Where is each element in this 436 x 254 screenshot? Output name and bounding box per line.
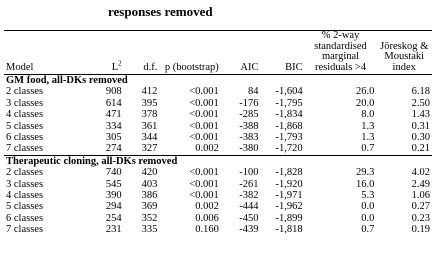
cell-model: 7 classes bbox=[6, 143, 44, 155]
cell-residuals: 8.0 bbox=[361, 109, 375, 121]
cell-p: <0.001 bbox=[189, 97, 219, 109]
cell-aic: 84 bbox=[247, 86, 259, 98]
cell-residuals: 0.0 bbox=[361, 212, 375, 224]
cell-p: <0.001 bbox=[189, 178, 219, 190]
cell-aic: -261 bbox=[239, 178, 259, 190]
cell-bic: -1,899 bbox=[275, 212, 303, 224]
section-title: GM food, all-DKs removed bbox=[6, 75, 128, 86]
cell-residuals: 1.3 bbox=[361, 120, 375, 132]
header-bic: BIC bbox=[285, 61, 303, 73]
model-fit-table bbox=[4, 30, 432, 236]
cell-bic: -1,828 bbox=[275, 167, 303, 179]
header-l2-label: L bbox=[111, 61, 119, 73]
cell-aic: -388 bbox=[239, 120, 259, 132]
cell-aic: -450 bbox=[239, 212, 259, 224]
cell-model: 6 classes bbox=[6, 212, 44, 224]
section-heading-therapeutic-cloning bbox=[4, 156, 432, 167]
cell-p: <0.001 bbox=[189, 120, 219, 132]
cell-jm-index: 2.49 bbox=[411, 178, 430, 190]
cell-bic: -1,793 bbox=[275, 132, 303, 144]
table-body bbox=[4, 75, 432, 236]
cell-df: 386 bbox=[141, 190, 158, 202]
table-row bbox=[4, 98, 432, 109]
header-jm-line: Moustaki bbox=[384, 51, 425, 62]
section-heading-gm-food bbox=[4, 75, 432, 87]
header-residuals bbox=[305, 31, 377, 74]
cell-bic: -1,971 bbox=[275, 190, 303, 202]
cell-df: 369 bbox=[141, 201, 158, 213]
header-residuals-line: residuals >4 bbox=[314, 61, 367, 73]
table-row bbox=[4, 167, 432, 178]
cell-bic: -1,962 bbox=[275, 201, 303, 213]
cell-l2: 254 bbox=[105, 212, 122, 224]
cell-bic: -1,868 bbox=[275, 120, 303, 132]
cell-residuals: 29.3 bbox=[356, 167, 375, 179]
cell-p: <0.001 bbox=[189, 132, 219, 144]
cell-l2: 294 bbox=[105, 201, 122, 213]
cell-p: 0.006 bbox=[195, 212, 219, 224]
header-joreskog-moustaki bbox=[376, 31, 432, 74]
cell-aic: -380 bbox=[239, 143, 259, 155]
cell-bic: -1,920 bbox=[275, 178, 303, 190]
cell-residuals: 5.3 bbox=[361, 190, 375, 202]
header-model: Model bbox=[6, 61, 34, 73]
cell-jm-index: 6.18 bbox=[411, 86, 430, 98]
table-row bbox=[4, 86, 432, 97]
cell-p: <0.001 bbox=[189, 167, 219, 179]
cell-l2: 274 bbox=[105, 143, 122, 155]
header-jm-line: index bbox=[392, 61, 416, 73]
table-row bbox=[4, 109, 432, 120]
cell-residuals: 0.7 bbox=[361, 224, 375, 236]
cell-aic: -439 bbox=[239, 224, 259, 236]
header-p-bootstrap: p (bootstrap) bbox=[164, 61, 219, 73]
cell-model: 3 classes bbox=[6, 97, 44, 109]
cell-l2: 231 bbox=[105, 224, 122, 236]
header-df: d.f. bbox=[143, 61, 158, 73]
table-row bbox=[4, 132, 432, 143]
cell-l2: 334 bbox=[105, 120, 122, 132]
cell-df: 378 bbox=[141, 109, 158, 121]
cell-model: 2 classes bbox=[6, 167, 44, 179]
cell-aic: -100 bbox=[239, 167, 259, 179]
table-caption: responses removed bbox=[108, 4, 213, 19]
header-residuals-line: standardised bbox=[314, 40, 367, 52]
cell-residuals: 26.0 bbox=[356, 86, 375, 98]
cell-df: 335 bbox=[141, 224, 158, 236]
cell-residuals: 16.0 bbox=[356, 178, 375, 190]
cell-residuals: 1.3 bbox=[361, 132, 375, 144]
cell-df: 403 bbox=[141, 178, 158, 190]
cell-model: 3 classes bbox=[6, 178, 44, 190]
cell-bic: -1,720 bbox=[275, 143, 303, 155]
cell-p: 0.002 bbox=[195, 143, 219, 155]
cell-jm-index: 4.02 bbox=[411, 167, 430, 179]
cell-jm-index: 0.30 bbox=[411, 132, 430, 144]
cell-df: 412 bbox=[141, 86, 158, 98]
cell-model: 4 classes bbox=[6, 190, 44, 202]
cell-jm-index: 0.19 bbox=[411, 224, 430, 236]
cell-l2: 390 bbox=[105, 190, 122, 202]
cell-df: 420 bbox=[141, 167, 158, 179]
cell-jm-index: 1.06 bbox=[411, 190, 430, 202]
cell-p: 0.002 bbox=[195, 201, 219, 213]
cell-p: 0.160 bbox=[195, 224, 219, 236]
cell-df: 361 bbox=[141, 120, 158, 132]
table-row bbox=[4, 224, 432, 235]
table-row bbox=[4, 179, 432, 190]
header-l2-superscript: 2 bbox=[118, 59, 122, 67]
cell-model: 4 classes bbox=[6, 109, 44, 121]
table-row bbox=[4, 190, 432, 201]
cell-residuals: 20.0 bbox=[356, 97, 375, 109]
cell-aic: -444 bbox=[239, 201, 259, 213]
table-row bbox=[4, 143, 432, 155]
table-row bbox=[4, 213, 432, 224]
cell-model: 7 classes bbox=[6, 224, 44, 236]
section-title: Therapeutic cloning, all-DKs removed bbox=[6, 155, 178, 167]
cell-model: 5 classes bbox=[6, 120, 44, 132]
cell-jm-index: 0.21 bbox=[411, 143, 430, 155]
header-row bbox=[4, 31, 432, 74]
cell-residuals: 0.0 bbox=[361, 201, 375, 213]
cell-aic: -285 bbox=[239, 109, 259, 121]
cell-l2: 545 bbox=[105, 178, 122, 190]
cell-model: 2 classes bbox=[6, 86, 44, 98]
cell-l2: 740 bbox=[105, 167, 122, 179]
table-row bbox=[4, 121, 432, 132]
header-l2 bbox=[84, 31, 123, 74]
cell-bic: -1,795 bbox=[275, 97, 303, 109]
cell-df: 327 bbox=[141, 143, 158, 155]
cell-jm-index: 0.31 bbox=[411, 120, 430, 132]
cell-p: <0.001 bbox=[189, 109, 219, 121]
header-residuals-line: % 2-way bbox=[321, 30, 360, 41]
cell-bic: -1,834 bbox=[275, 109, 303, 121]
cell-model: 5 classes bbox=[6, 201, 44, 213]
cell-p: <0.001 bbox=[189, 190, 219, 202]
cell-jm-index: 2.50 bbox=[411, 97, 430, 109]
cell-aic: -382 bbox=[239, 190, 259, 202]
cell-bic: -1,818 bbox=[275, 224, 303, 236]
cell-df: 344 bbox=[141, 132, 158, 144]
table-header bbox=[4, 31, 432, 75]
cell-l2: 471 bbox=[105, 109, 122, 121]
cell-model: 6 classes bbox=[6, 132, 44, 144]
cell-l2: 305 bbox=[105, 132, 122, 144]
cell-df: 352 bbox=[141, 212, 158, 224]
header-jm-line: Jöreskog & bbox=[380, 40, 429, 52]
cell-jm-index: 0.23 bbox=[411, 212, 430, 224]
cell-bic: -1,604 bbox=[275, 86, 303, 98]
cell-l2: 908 bbox=[105, 86, 122, 98]
cell-residuals: 0.7 bbox=[361, 143, 375, 155]
cell-jm-index: 1.43 bbox=[411, 109, 430, 121]
cell-aic: -176 bbox=[239, 97, 259, 109]
table-row bbox=[4, 201, 432, 212]
cell-p: <0.001 bbox=[189, 86, 219, 98]
cell-l2: 614 bbox=[105, 97, 122, 109]
header-residuals-line: marginal bbox=[321, 51, 360, 62]
header-aic: AIC bbox=[240, 61, 259, 73]
cell-aic: -383 bbox=[239, 132, 259, 144]
cell-jm-index: 0.27 bbox=[411, 201, 430, 213]
cell-df: 395 bbox=[141, 97, 158, 109]
